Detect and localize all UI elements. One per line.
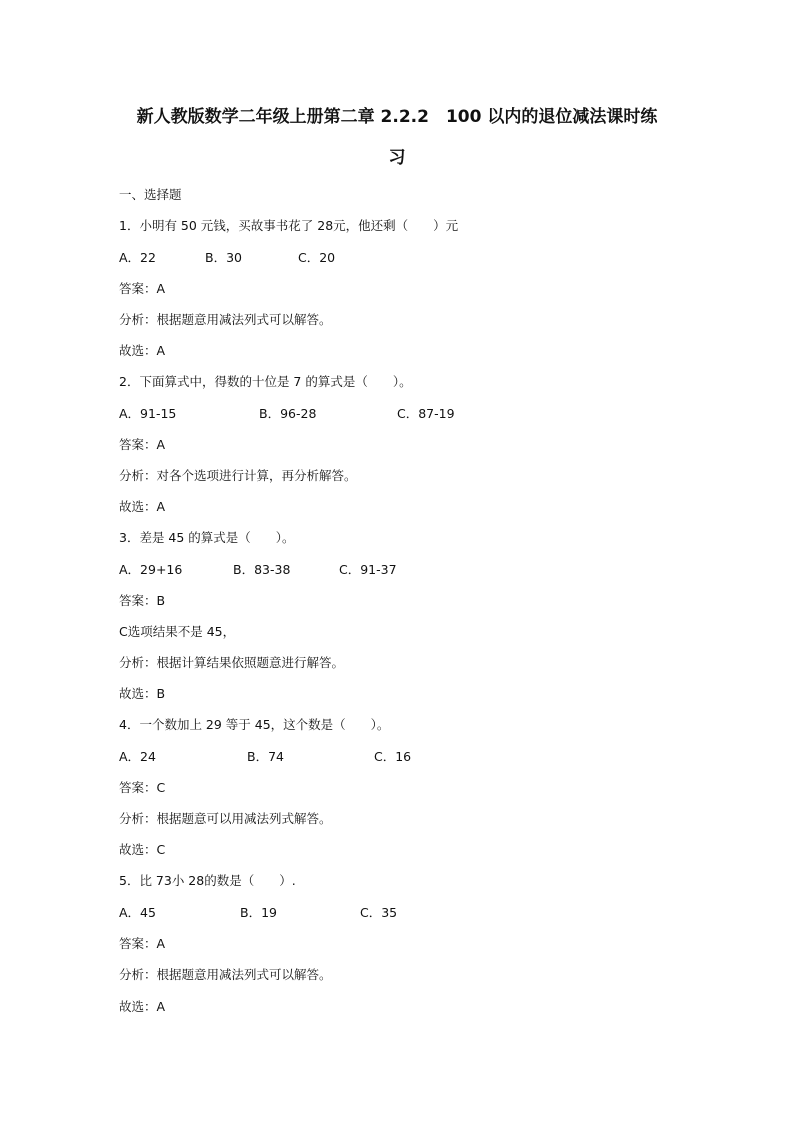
question-1-analysis: 分析：根据题意用减法列式可以解答。 — [119, 312, 332, 327]
question-5-analysis: 分析：根据题意用减法列式可以解答。 — [119, 967, 332, 982]
question-5-option-a: A．45 — [119, 905, 156, 920]
question-5-choice: 故选：A — [119, 999, 166, 1014]
question-3-option-c: C．91-37 — [339, 562, 397, 577]
question-4-answer: 答案：C — [119, 780, 166, 795]
question-1-option-c: C．20 — [298, 250, 336, 265]
question-3-answer: 答案：B — [119, 593, 166, 608]
question-5-option-c: C．35 — [360, 905, 398, 920]
question-1-option-a: A．22 — [119, 250, 156, 265]
question-3-note: C选项结果不是 45， — [119, 624, 236, 639]
question-2-analysis: 分析：对各个选项进行计算，再分析解答。 — [119, 468, 357, 483]
question-5-option-b: B．19 — [240, 905, 277, 920]
question-5-stem: 5．比 73小 28的数是（ ）. — [119, 873, 296, 888]
question-1-stem: 1．小明有 50 元钱，买故事书花了 28元，他还剩（ ）元 — [119, 218, 459, 233]
question-3-option-a: A．29+16 — [119, 562, 183, 577]
question-2-option-b: B．96-28 — [259, 406, 317, 421]
question-2-option-c: C．87-19 — [397, 406, 455, 421]
question-4-option-b: B．74 — [247, 749, 284, 764]
question-4-option-c: C．16 — [374, 749, 412, 764]
question-3-choice: 故选：B — [119, 686, 166, 701]
question-1-option-b: B．30 — [205, 250, 242, 265]
question-4-analysis: 分析：根据题意可以用减法列式解答。 — [119, 811, 332, 826]
question-3-stem: 3．差是 45 的算式是（ ）。 — [119, 530, 295, 545]
question-4-choice: 故选：C — [119, 842, 166, 857]
question-2-choice: 故选：A — [119, 499, 166, 514]
question-4-option-a: A．24 — [119, 749, 156, 764]
question-2-answer: 答案：A — [119, 437, 166, 452]
document-title: 新人教版数学二年级上册第二章 2.2.2 100 以内的退位减法课时练 — [136, 107, 658, 127]
question-1-choice: 故选：A — [119, 343, 166, 358]
section-heading: 一、选择题 — [119, 187, 182, 202]
document-title-continued: 习 — [388, 148, 406, 168]
question-2-stem: 2．下面算式中，得数的十位是 7 的算式是（ ）。 — [119, 374, 412, 389]
question-2-option-a: A．91-15 — [119, 406, 177, 421]
question-3-analysis: 分析：根据计算结果依照题意进行解答。 — [119, 655, 345, 670]
question-3-option-b: B．83-38 — [233, 562, 291, 577]
question-1-answer: 答案：A — [119, 281, 166, 296]
question-5-answer: 答案：A — [119, 936, 166, 951]
question-4-stem: 4．一个数加上 29 等于 45，这个数是（ ）。 — [119, 717, 390, 732]
